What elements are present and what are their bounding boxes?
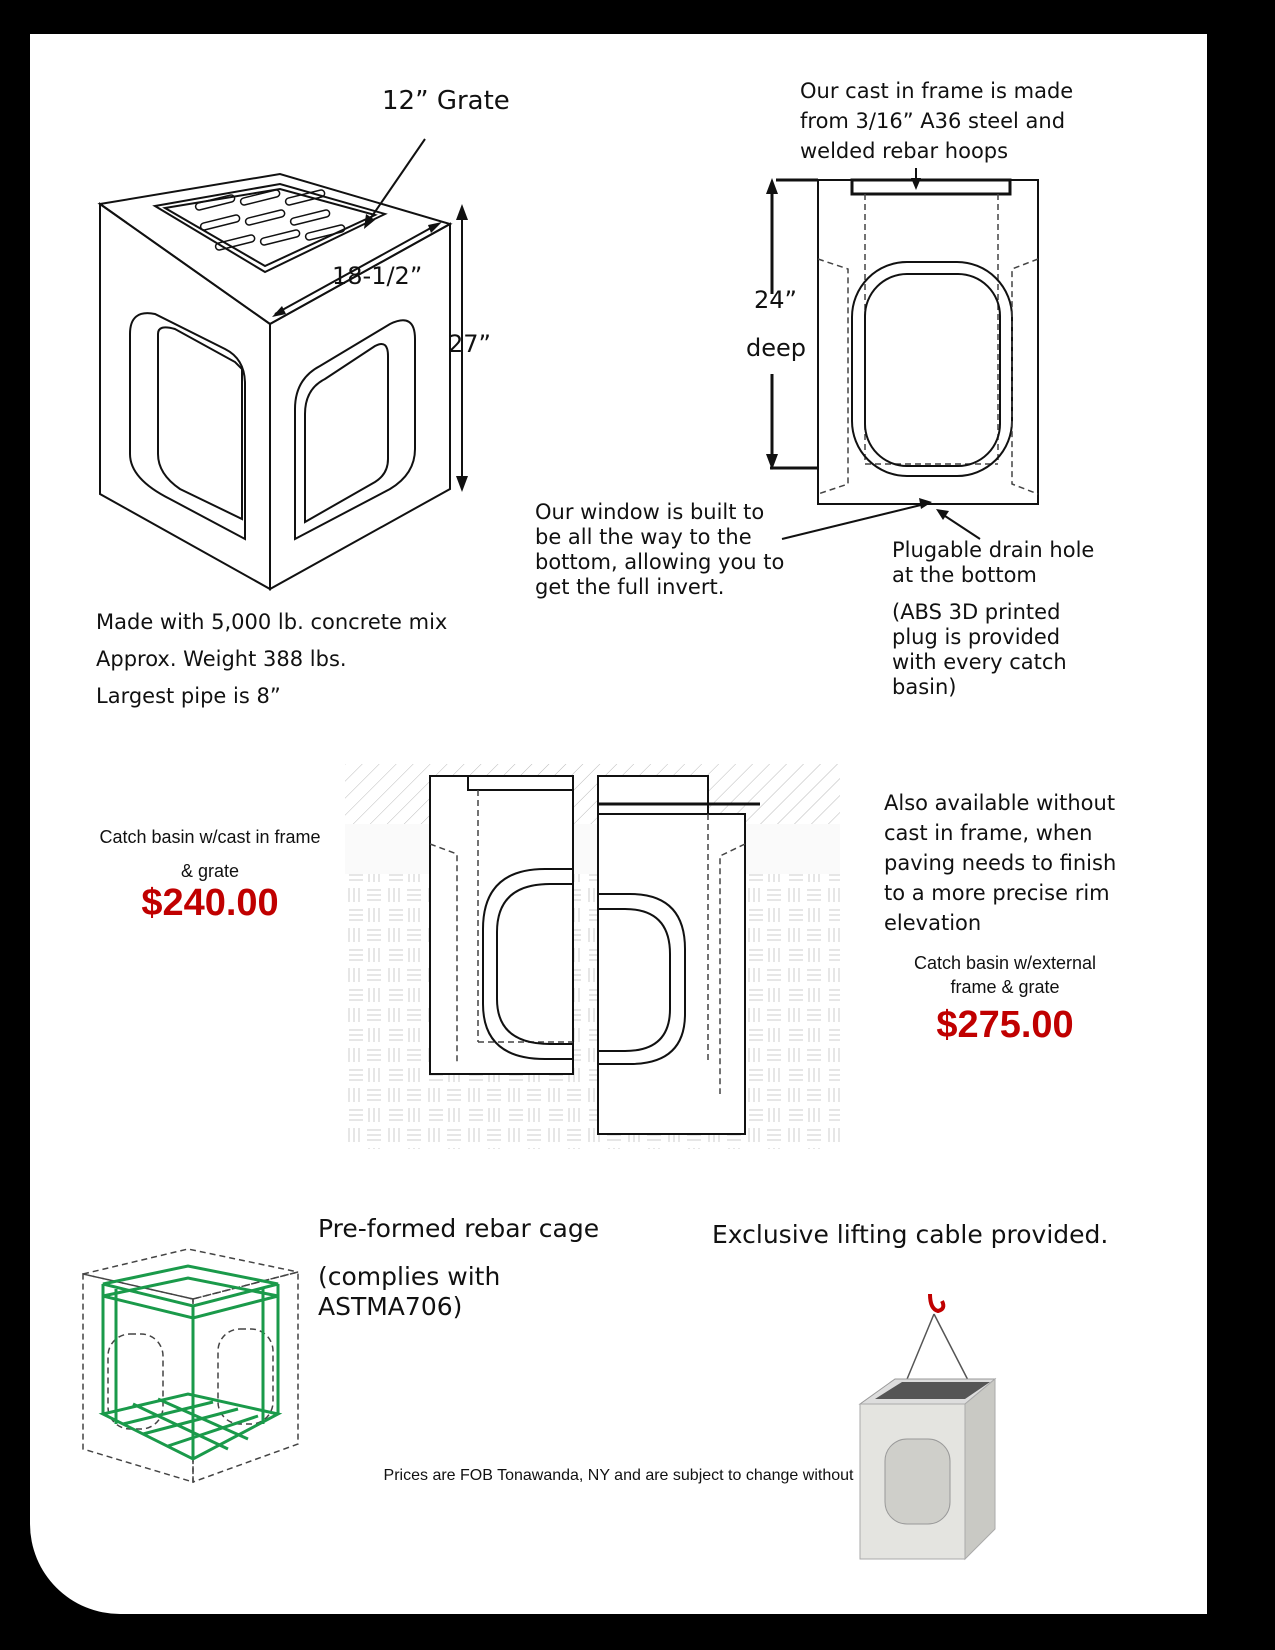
height-label: 27”: [448, 330, 491, 358]
rebar-cage-drawing: [78, 1244, 308, 1484]
lifting-cable-title: Exclusive lifting cable provided.: [712, 1220, 1109, 1249]
external-frame-note: Also available without cast in frame, when paving needs to finish to a more precise rim elevation: [884, 791, 1117, 935]
spec-pipe: Largest pipe is 8”: [96, 684, 281, 708]
rebar-note: (complies with ASTMA706): [318, 1262, 501, 1321]
product-external-frame-name: Catch basin w/external frame & grate: [913, 953, 1097, 997]
plug-note: (ABS 3D printed plug is provided with every catch basin): [892, 600, 1067, 699]
spec-weight: Approx. Weight 388 lbs.: [96, 647, 347, 671]
section-view-drawing: [730, 164, 1130, 664]
drain-note: Plugable drain hole at the bottom: [892, 538, 1095, 587]
depth-word-label: deep: [746, 334, 806, 362]
spec-sheet: [30, 34, 1207, 1614]
rebar-title: Pre-formed rebar cage: [318, 1214, 600, 1243]
product-cast-frame-price: $240.00: [141, 882, 279, 924]
width-label: 18-1/2”: [332, 262, 423, 290]
frame-note: Our cast in frame is made from 3/16” A36 steel and welded rebar hoops: [800, 79, 1074, 163]
product-external-frame-price: $275.00: [936, 1004, 1074, 1046]
grate-label: 12” Grate: [382, 86, 510, 116]
footer-note: Prices are FOB Tonawanda, NY and are subject to change without: [383, 1467, 854, 1484]
lifting-cable-photo: [830, 1259, 1090, 1589]
window-note: Our window is built to be all the way to the bottom, allowing you to get the full invert.: [535, 500, 785, 599]
installed-section-drawings: [345, 764, 845, 1149]
specs-list: [96, 610, 447, 721]
spec-concrete: Made with 5,000 lb. concrete mix: [96, 610, 448, 634]
product-cast-frame-name: Catch basin w/cast in frame & grate: [99, 827, 321, 881]
depth-value-label: 24”: [754, 286, 797, 314]
